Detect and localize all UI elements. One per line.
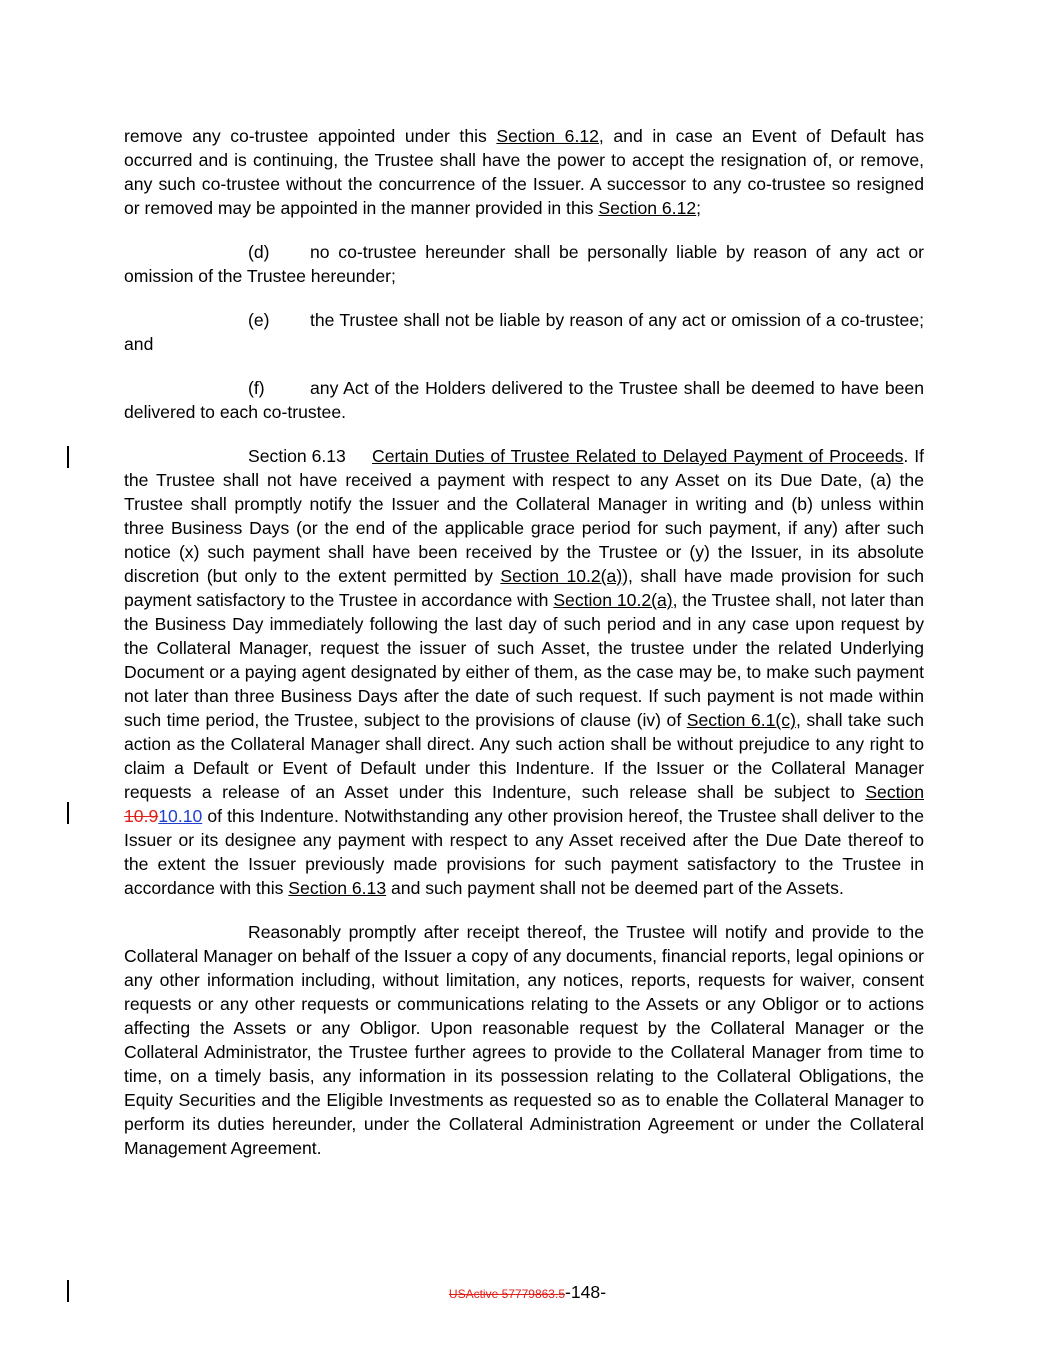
clause-text: the Trustee shall not be liable by reason of any act or omission of a co-trustee; and (124, 310, 924, 354)
section-reference: Section 6.12 (598, 198, 697, 218)
section-reference: Section 6.13 (288, 878, 387, 898)
change-bar (67, 802, 69, 824)
section-reference: Section 6.1(c) (686, 710, 796, 730)
paragraph-notify-collateral-manager: Reasonably promptly after receipt thereof, the Trustee will notify and provide to the Collateral Manager on behalf of the Issuer a copy of any documents, financial reports, legal opinions or any other information including, without limitation, any notices, reports, requests for waiver, consent requests or any other requests or communications relating to the Assets or any Obligor or to actions affecting the Assets or any Obligor. Upon reasonable request by the Collateral Manager or the Collateral Administrator, the Trustee further agrees to provide to the Collateral Manager from time to time, on a timely basis, any information in its possession relating to the Collateral Obligations, the Equity Securities and the Eligible Investments as requested so as to enable the Collateral Manager to perform its duties hereunder, under the Collateral Administration Agreement or under the Collateral Management Agreement. (124, 922, 925, 1158)
document-id: USActive 57779863.5 (448, 1287, 565, 1301)
clause-text: any Act of the Holders delivered to the Trustee shall be deemed to have been delivered to each co-trustee. (124, 378, 924, 422)
section-heading: Certain Duties of Trustee Related to Delayed Payment of Proceeds (372, 446, 904, 466)
inserted-text: 10.10 (158, 806, 203, 826)
page-number: -148- (565, 1282, 607, 1302)
clause-e (124, 308, 924, 356)
section-6-13: Section 6.13 Certain Duties of Trustee Related to Delayed Payment of Proceeds. If the Trustee shall not have received a payment with respect to any Asset on its Due Date, (a) the Trustee shall promptly notify the Issuer and the Collateral Manager in writing and (b) unless within three Business Days (or the end of the applicable grace period for such payment, if any) after such notice (x) such payment shall have been received by the Trustee or (y) the Issuer, in its absolute discretion (but only to the extent permitted by Section 10.2(a)), shall have made provision for such payment satisfactory to the Trustee in accordance with Section 10.2(a), the Trustee shall, not later than the Business Day immediately following the last day of such period and in any case upon request by the Collateral Manager, request the issuer of such Asset, the trustee under the related Underlying Document or a paying agent designated by either of them, as the case may be, to make such payment not later than three Business Days after the date of such request. If such payment is not made within such time period, the Trustee, subject to the provisions of clause (iv) of Section 6.1(c), shall take such action as the Collateral Manager shall direct. Any such action shall be without prejudice to any right to claim a Default or Event of Default under this Indenture. If the Issuer or the Collateral Manager requests a release of an Asset under this Indenture, such release shall be subject to Section 10.910.10 of this Indenture. Notwithstanding any other provision hereof, the Trustee shall deliver to the Issuer or its designee any payment with respect to any Asset received after the Due Date thereof to the extent the Issuer previously made provisions for such payment satisfactory to the Trustee in accordance with this Section 6.13 and such payment shall not be deemed part of the Assets. (124, 446, 925, 898)
page-footer (0, 1280, 1055, 1306)
clause-d (124, 240, 924, 288)
paragraph-cotrustee-removal: remove any co-trustee appointed under this Section 6.12, and in case an Event of Default has occurred and is continuing, the Trustee shall have the power to accept the resignation of, or remove, any such co-trustee without the concurrence of the Issuer. A successor to any co-trustee so resigned or removed may be appointed in the manner provided in this Section 6.12; (124, 126, 924, 218)
section-reference: Section 10.2(a) (500, 566, 623, 586)
section-reference: Section 6.12 (496, 126, 599, 146)
section-number: Section 6.13 (248, 446, 346, 466)
clause-text: no co-trustee hereunder shall be personally liable by reason of any act or omission of the Trustee hereunder; (124, 242, 924, 286)
change-bar (67, 446, 69, 468)
clause-f (124, 376, 924, 424)
section-reference: Section (865, 782, 924, 802)
section-reference: Section 10.2(a) (553, 590, 673, 610)
clause-label: (e) (248, 310, 270, 330)
clause-label: (d) (248, 242, 270, 262)
clause-label: (f) (248, 378, 265, 398)
deleted-text: 10.9 (124, 806, 159, 826)
document-body (124, 124, 924, 1180)
